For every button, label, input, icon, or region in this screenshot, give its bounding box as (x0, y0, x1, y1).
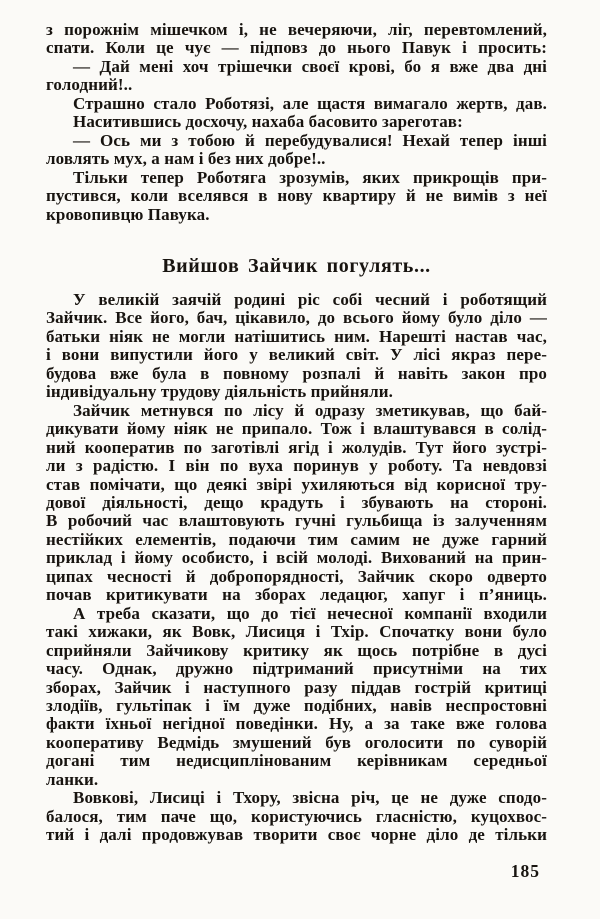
text-line: приклад і йому особисто, і всій молоді. Вихований на прин- (46, 548, 547, 568)
text-line: став помічати, що деякі звірі ухиляються від корисної тру- (46, 474, 547, 494)
text-line: будова вже була в повному розпалі й навіть закон про (46, 363, 547, 383)
text-line: — Дай мені хоч трішечки своєї крові, бо я вже два дні (73, 56, 547, 76)
text-line: Зайчик. Все його, бач, цікавило, до всього йому було діло — (46, 308, 547, 328)
text-line: сприйняли Зайчикову критику як щось потрібне в дусі (46, 640, 547, 660)
text-line: ли з радістю. І він по вуха поринув у роботу. Та невдовзі (46, 456, 547, 476)
text-line: ципах чесності й добропорядності, Зайчик скоро одверто (46, 566, 547, 586)
text-line: Зайчик метнувся по лісу й одразу зметикував, що бай- (73, 400, 547, 420)
text-line: і вони випустили його у великий світ. У лісі якраз пере- (46, 345, 547, 365)
text-line: Вовкові, Лисиці і Тхору, звісна річ, це не дуже сподо- (73, 788, 547, 808)
text-line: спати. Коли це чує — підповз до нього Павук і просить: (46, 38, 547, 58)
text-line: Тільки тепер Роботяга зрозумів, яких прикрощів при- (73, 167, 547, 187)
text-line: догані тим недисциплінованим керівникам середньої (46, 751, 547, 771)
text-line: індивідуальну трудову діяльність прийняли. (46, 382, 393, 402)
text-line: В робочий час влаштовують гучні гульбища із залученням (46, 511, 547, 531)
story-title: Вийшов Зайчик погулять... (162, 254, 431, 277)
page-number: 185 (510, 861, 540, 881)
text-line: — Ось ми з тобою й перебудувалися! Нехай тепер інші (73, 130, 547, 150)
text-line: тий і далі продовжував творити своє чорне діло де тільки (46, 825, 547, 845)
text-line: кооперативу Ведмідь змушений був оголосити по суворій (46, 732, 547, 752)
text-line: кровопивцю Павука. (46, 204, 210, 224)
text-line: А треба сказати, що до тієї нечесної компанії входили (73, 603, 547, 623)
text-line: такі хижаки, як Вовк, Лисиця і Тхір. Спочатку вони було (46, 622, 547, 642)
text-line: пустився, коли вселявся в нову квартиру й не вимів з неї (46, 186, 547, 206)
story-block (46, 291, 547, 845)
page-text-column (46, 21, 547, 845)
text-line: Наситившись досхочу, нахаба басовито зареготав: (73, 112, 463, 132)
intro-block (46, 21, 547, 224)
text-line: нестійких елементів, подаючи тим самим не дуже гарний (46, 529, 547, 549)
text-line: батьки ніяк не могли натішитись ним. Нарешті настав час, (46, 326, 547, 346)
text-line: ловлять мух, а нам і без них добре!.. (46, 149, 326, 169)
text-line: часу. Однак, дружно підтриманий присутніми на тих (46, 659, 547, 679)
text-line: дової діяльності, дещо крадуть і збувають на стороні. (46, 492, 547, 512)
text-line: голодний!.. (46, 75, 133, 95)
text-line: балося, тим паче що, користуючись гласністю, куцохвос- (46, 806, 547, 826)
text-line: У великій заячій родині ріс собі чесний і роботящий (73, 289, 547, 309)
text-line: Страшно стало Роботязі, але щастя вимагало жертв, дав. (73, 93, 547, 113)
text-line: ний кооператив по заготівлі ягід і жолудів. Тут його зустрі- (46, 437, 547, 457)
text-line: зборах, Зайчик і наступного разу піддав гострій критиці (46, 677, 547, 697)
text-line: злодіїв, гультіпак і їм дуже подібних, навів неспростовні (46, 695, 547, 715)
text-line: з порожнім мішечком і, не вечеряючи, ліг, перевтомлений, (46, 20, 547, 39)
text-line: ланки. (46, 769, 99, 789)
text-line: почав критикувати на зборах ледацюг, хапуг і п’яниць. (46, 585, 547, 605)
text-line: дикувати йому ніяк не припало. Тож і влаштувався в солід- (46, 419, 547, 439)
text-line: факти їхньої негідної поведінки. Ну, а за таке вже голова (46, 714, 547, 734)
